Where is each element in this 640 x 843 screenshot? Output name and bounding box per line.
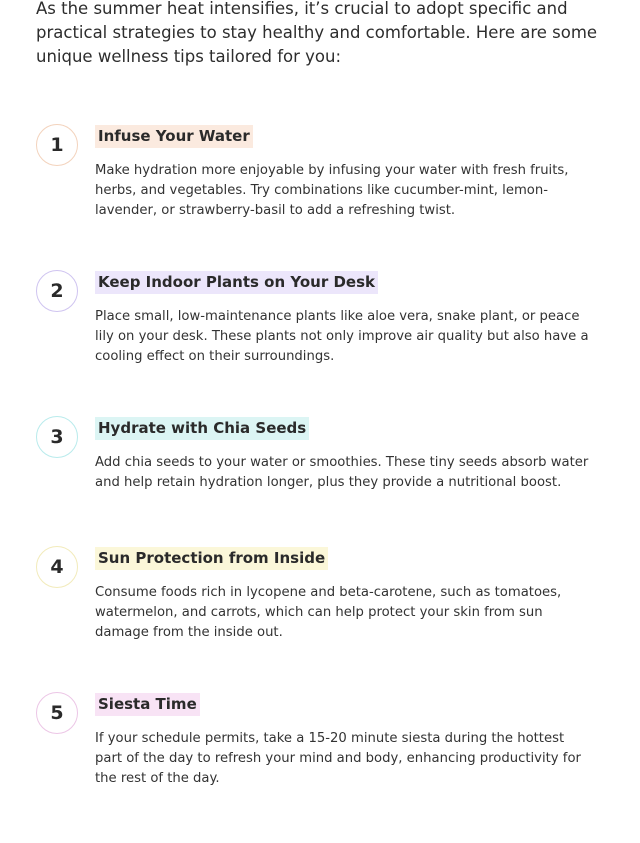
tip-number-badge: 1	[36, 124, 78, 166]
tip-description: Make hydration more enjoyable by infusing your water with fresh fruits, herbs, and vegetables. Try combinations like cucumber-mint, lemon-lavender, or strawberry-basil to add a refreshing twist.	[95, 163, 569, 218]
tip-title: Siesta Time	[95, 693, 200, 716]
tip-number-badge: 5	[36, 692, 78, 734]
tip-title: Hydrate with Chia Seeds	[95, 417, 309, 440]
tip-description: Add chia seeds to your water or smoothies. These tiny seeds absorb water and help retain hydration longer, plus they provide a nutritional boost.	[95, 455, 589, 490]
tip-description: If your schedule permits, take a 15-20 minute siesta during the hottest part of the day to refresh your mind and body, enhancing productivity for the rest of the day.	[95, 731, 581, 786]
tip-number-badge: 2	[36, 270, 78, 312]
tip-description: Place small, low-maintenance plants like aloe vera, snake plant, or peace lily on your desk. These plants not only improve air quality but also have a cooling effect on their surroundings.	[95, 309, 589, 364]
tip-title: Keep Indoor Plants on Your Desk	[95, 271, 378, 294]
intro-paragraph: As the summer heat intensifies, it’s crucial to adopt specific and practical strategies to stay healthy and comfortable. Here are some unique wellness tips tailored for you:	[36, 0, 598, 66]
tip-title: Sun Protection from Inside	[95, 547, 328, 570]
tip-description: Consume foods rich in lycopene and beta-carotene, such as tomatoes, watermelon, and carrots, which can help protect your skin from sun damage from the inside out.	[95, 585, 562, 640]
tip-number-badge: 3	[36, 416, 78, 458]
tip-title: Infuse Your Water	[95, 125, 253, 148]
tip-number-badge: 4	[36, 546, 78, 588]
